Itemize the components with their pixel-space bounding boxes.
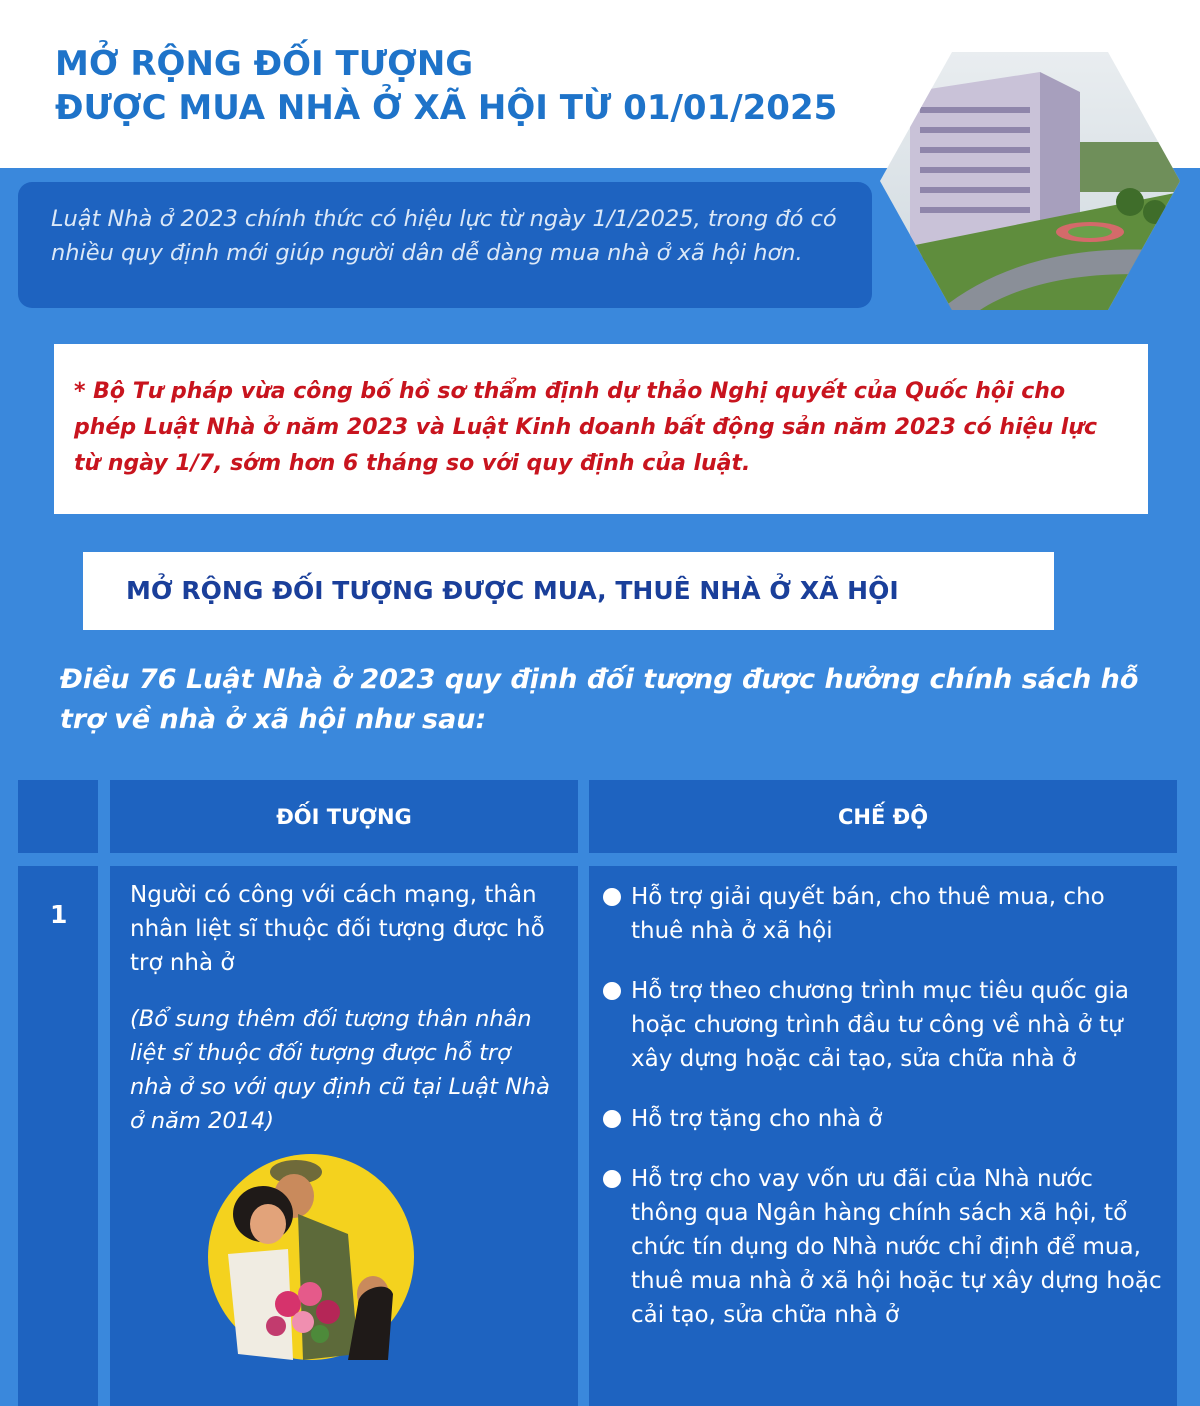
veteran-family-illustration: [208, 1154, 414, 1360]
list-item: [603, 1162, 1163, 1332]
header-cell-policy: [589, 780, 1177, 853]
header-policy-label: CHẾ ĐỘ: [837, 805, 929, 829]
header-cell-subject: [110, 780, 578, 853]
next-row-number-cell: [18, 1398, 98, 1406]
notice-text: * Bộ Tư pháp vừa công bố hồ sơ thẩm định dự thảo Nghị quyết của Quốc hội cho phép Luật Nhà ở năm 2023 và Luật Kinh doanh bất động sản năm 2023 có hiệu lực từ ngày 1/7, sớm hơn 6 tháng so với quy định của luật.: [74, 379, 1098, 476]
policy-list: [603, 880, 1163, 1332]
policy-table: [0, 770, 1200, 1406]
bullet-icon: [603, 982, 621, 1000]
table-row-subject-cell: [110, 866, 578, 1406]
page-title-line-2: ĐƯỢC MUA NHÀ Ở XÃ HỘI TỪ 01/01/2025: [55, 88, 838, 128]
policy-text: Hỗ trợ tặng cho nhà ở: [631, 1106, 883, 1132]
bullet-icon: [603, 888, 621, 906]
row-subject-note: (Bổ sung thêm đối tượng thân nhân liệt sĩ thuộc đối tượng được hỗ trợ nhà ở so với quy định cũ tại Luật Nhà ở năm 2014): [130, 1006, 550, 1134]
table-row-number-cell: [18, 866, 98, 1406]
table-row-policy-cell: [589, 866, 1177, 1406]
next-row-policy-cell: [589, 1398, 1177, 1406]
apartment-photo: [880, 52, 1180, 310]
bullet-icon: [603, 1110, 621, 1128]
section-title: MỞ RỘNG ĐỐI TƯỢNG ĐƯỢC MUA, THUÊ NHÀ Ở XÃ HỘI: [126, 576, 899, 605]
next-row-subject-cell: [110, 1398, 578, 1406]
section-heading-bar: [83, 552, 1054, 630]
page-title-line-1: MỞ RỘNG ĐỐI TƯỢNG: [55, 44, 474, 84]
notice-box: [54, 344, 1148, 514]
list-item: [603, 880, 1163, 948]
row-subject-text: Người có công với cách mạng, thân nhân liệt sĩ thuộc đối tượng được hỗ trợ nhà ở: [130, 882, 545, 976]
header-subject-label: ĐỐI TƯỢNG: [276, 805, 412, 829]
intro-text: Luật Nhà ở 2023 chính thức có hiệu lực từ ngày 1/1/2025, trong đó có nhiều quy định mới giúp người dân dễ dàng mua nhà ở xã hội hơn.: [51, 206, 837, 266]
bullet-icon: [603, 1170, 621, 1188]
policy-text: Hỗ trợ cho vay vốn ưu đãi của Nhà nước thông qua Ngân hàng chính sách xã hội, tổ chức tín dụng do Nhà nước chỉ định để mua, thuê mua nhà ở xã hội hoặc tự xây dựng hoặc cải tạo, sửa chữa nhà ở: [631, 1166, 1162, 1328]
intro-box: [18, 182, 872, 308]
article-intro: Điều 76 Luật Nhà ở 2023 quy định đối tượng được hưởng chính sách hỗ trợ về nhà ở xã hội như sau:: [60, 664, 1139, 735]
list-item: [603, 974, 1163, 1076]
header-cell-number: [18, 780, 98, 853]
policy-text: Hỗ trợ giải quyết bán, cho thuê mua, cho thuê nhà ở xã hội: [631, 884, 1105, 944]
policy-text: Hỗ trợ theo chương trình mục tiêu quốc gia hoặc chương trình đầu tư công về nhà ở tự xây dựng hoặc cải tạo, sửa chữa nhà ở: [631, 978, 1130, 1072]
list-item: [603, 1102, 1163, 1136]
row-number: 1: [50, 900, 68, 929]
